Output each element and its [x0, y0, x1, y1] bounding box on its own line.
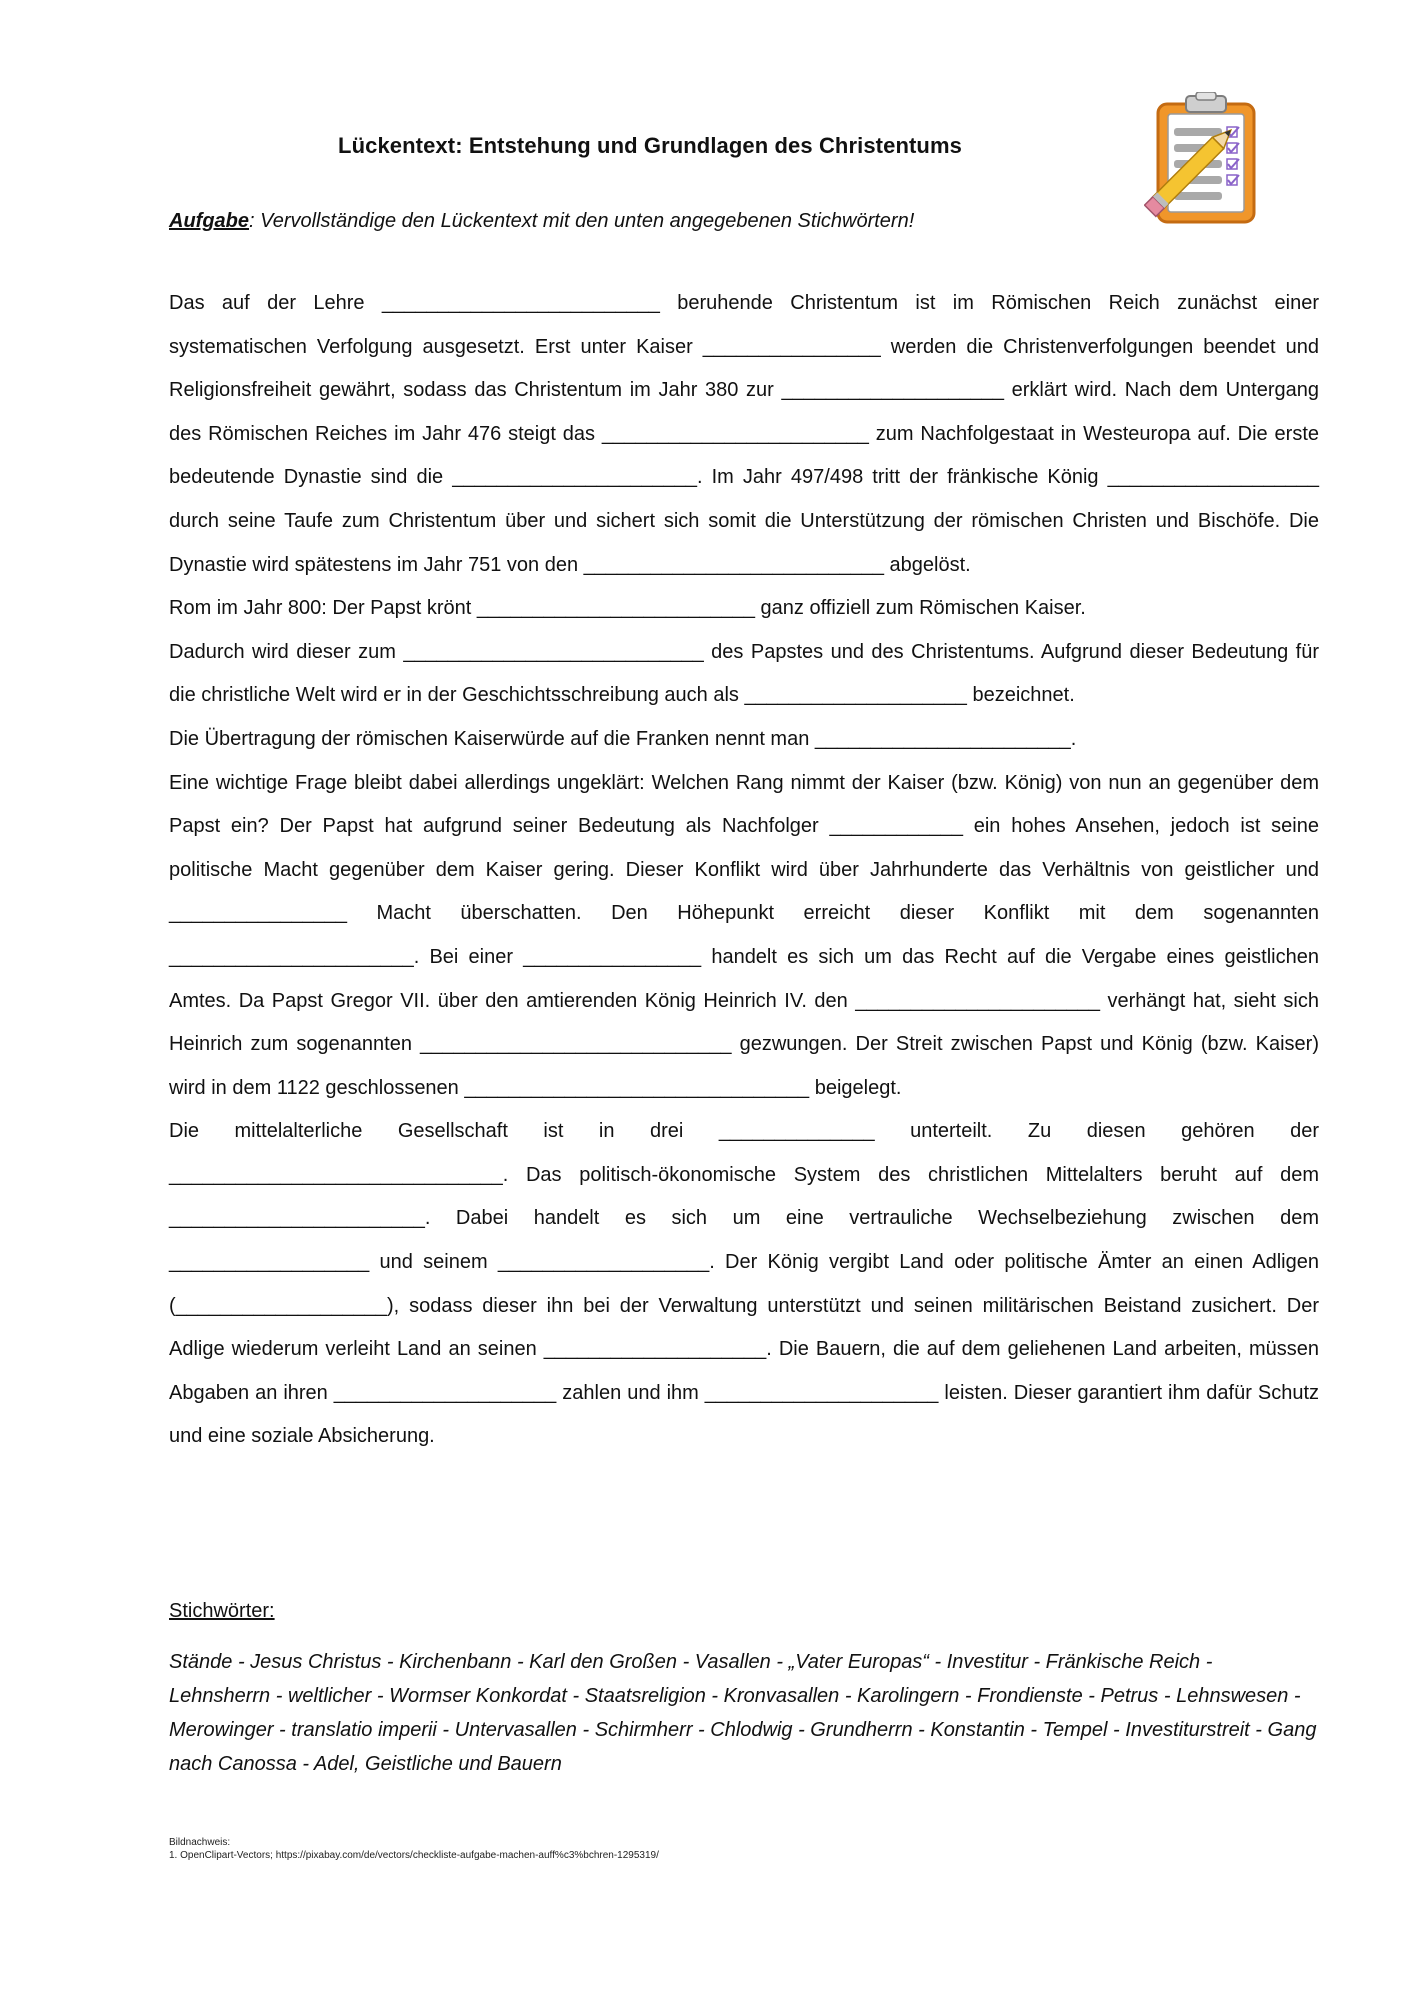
- image-credits: [169, 1836, 659, 1862]
- clipboard-checklist-pencil-icon: [1144, 92, 1264, 226]
- cloze-paragraph: Die mittelalterliche Gesellschaft ist in drei ______________ unterteilt. Zu diesen gehören der ______________________________. Das politisch-ökonomische System des christlichen Mittelalters beruht auf dem _______________________. Dabei handelt es sich um eine vertrauliche Wechselbeziehung zwischen dem __________________ und seinem ___________________. Der König vergibt Land oder politische Ämter an einen Adligen (___________________), sodass dieser ihn bei der Verwaltung unterstützt und seinen militärischen Beistand zusichert. Der Adlige wiederum verleiht Land an seinen ____________________. Die Bauern, die auf dem geliehenen Land arbeiten, müssen Abgaben an ihren ____________________ zahlen und ihm _____________________ leisten. Dieser garantiert ihm dafür Schutz und eine soziale Absicherung.: [169, 1120, 1319, 1448]
- keywords-list: Stände - Jesus Christus - Kirchenbann - Karl den Großen - Vasallen - „Vater Europas“ - Investitur - Fränkische Reich - Lehnsherrn - weltlicher - Wormser Konkordat - Staatsreligion - Kronvasallen - Karolingern - Frondienste - Petrus - Lehnswesen - Merowinger - translatio imperii - Untervasallen - Schirmherr - Chlodwig - Grundherrn - Konstantin - Tempel - Investiturstreit - Gang nach Canossa - Adel, Geistliche und Bauern: [169, 1651, 1317, 1775]
- task-label: Aufgabe: [169, 210, 249, 232]
- cloze-text: [169, 282, 1319, 1459]
- cloze-paragraph: Eine wichtige Frage bleibt dabei allerdings ungeklärt: Welchen Rang nimmt der Kaiser (bzw. König) von nun an gegenüber dem Papst ein? Der Papst hat aufgrund seiner Bedeutung als Nachfolger ____________ ein hohes Ansehen, jedoch ist seine politische Macht gegenüber dem Kaiser gering. Dieser Konflikt wird über Jahrhunderte das Verhältnis von geistlicher und ________________ Macht überschatten. Den Höhepunkt erreicht dieser Konflikt mit dem sogenannten ______________________. Bei einer ________________ handelt es sich um das Recht auf die Vergabe eines geistlichen Amtes. Da Papst Gregor VII. über den amtierenden König Heinrich IV. den ______________________ verhängt hat, sieht sich Heinrich zum sogenannten ____________________________ gezwungen. Der Streit zwischen Papst und König (bzw. Kaiser) wird in dem 1122 geschlossenen _______________________________ beigelegt.: [169, 771, 1319, 1099]
- keywords-heading: Stichwörter:: [169, 1600, 275, 1622]
- task-instruction: [169, 210, 914, 233]
- task-text: : Vervollständige den Lückentext mit den unten angegebenen Stichwörtern!: [249, 210, 915, 232]
- cloze-paragraph: Dadurch wird dieser zum ___________________________ des Papstes und des Christentums. Aufgrund dieser Bedeutung für die christliche Welt wird er in der Geschichtsschreibung auch als ____________________ bezeichnet.: [169, 640, 1319, 707]
- credits-line: 1. OpenClipart-Vectors; https://pixabay.com/de/vectors/checkliste-aufgabe-machen-auff%c3%bchren-1295319/: [169, 1850, 659, 1861]
- page-title: Lückentext: Entstehung und Grundlagen des Christentums: [338, 133, 962, 158]
- cloze-paragraph: Rom im Jahr 800: Der Papst krönt _________________________ ganz offiziell zum Römischen Kaiser.: [169, 597, 1086, 620]
- cloze-paragraph: Die Übertragung der römischen Kaiserwürde auf die Franken nennt man _______________________.: [169, 727, 1077, 750]
- cloze-paragraph: Das auf der Lehre _________________________ beruhende Christentum ist im Römischen Reich zunächst einer systematischen Verfolgung ausgesetzt. Erst unter Kaiser ________________ werden die Christenverfolgungen beendet und Religionsfreiheit gewährt, sodass das Christentum im Jahr 380 zur ____________________ erklärt wird. Nach dem Untergang des Römischen Reiches im Jahr 476 steigt das ________________________ zum Nachfolgestaat in Westeuropa auf. Die erste bedeutende Dynastie sind die ______________________. Im Jahr 497/498 tritt der fränkische König ___________________ durch seine Taufe zum Christentum über und sichert sich somit die Unterstützung der römischen Christen und Bischöfe. Die Dynastie wird spätestens im Jahr 751 von den ___________________________ abgelöst.: [169, 292, 1319, 576]
- credits-label: Bildnachweis:: [169, 1837, 231, 1848]
